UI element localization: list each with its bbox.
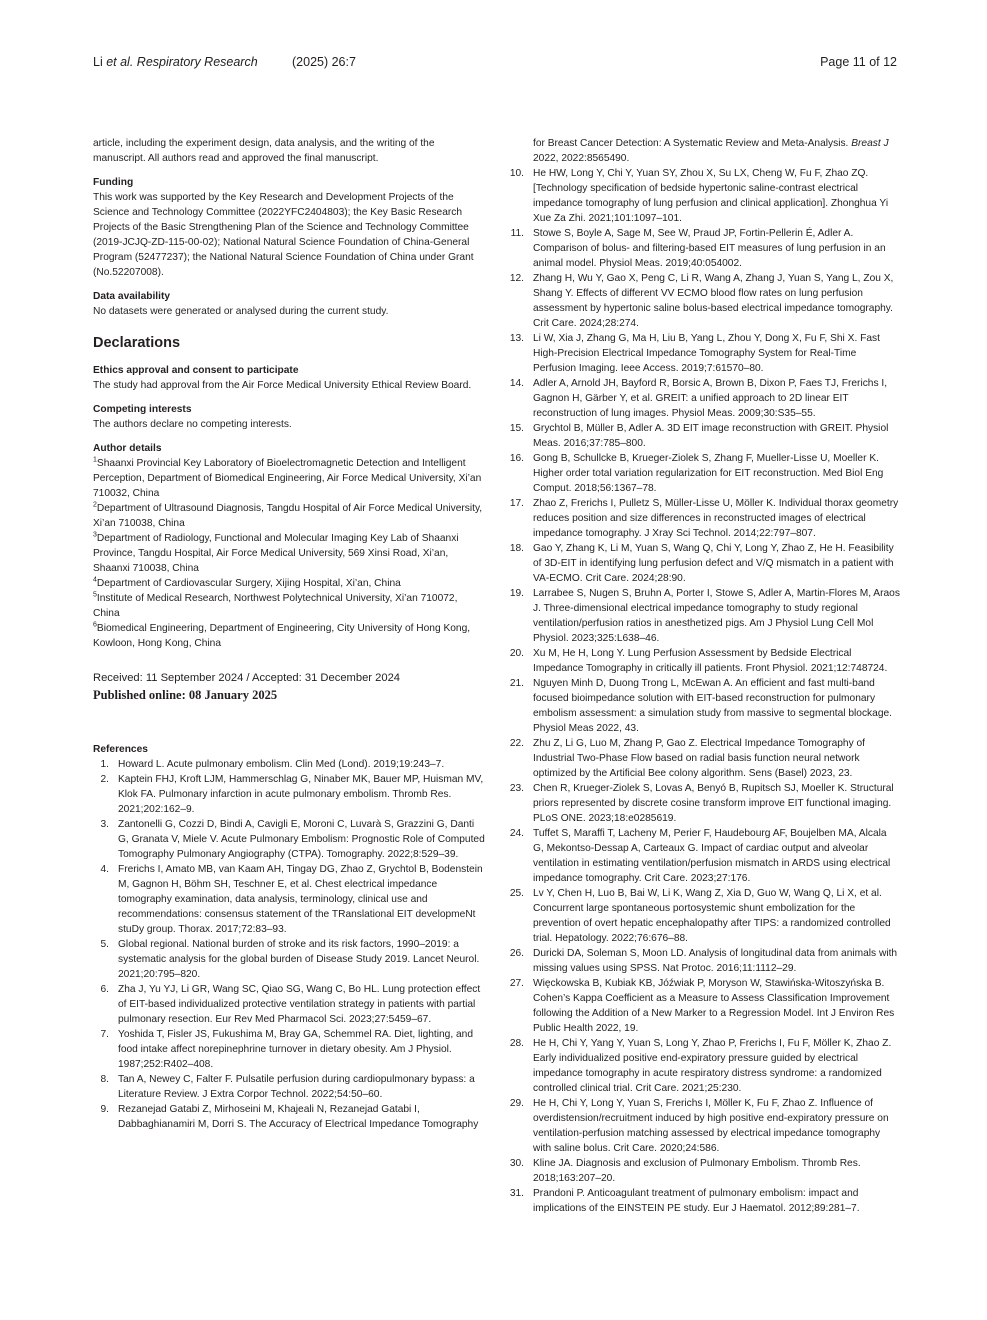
reference-text: Więckowska B, Kubiak KB, Jóźwiak P, Moryson W, Stawińska-Witoszyńska B. Cohen’s Kappa Coefficient as a Measure to Assess Classification Improvement following the Addition of a New Marker to a Regression Model. Int J Environ Res Public Health 2022, 19. <box>533 978 895 1034</box>
reference-text: Lv Y, Chen H, Luo B, Bai W, Li K, Wang Z, Xia D, Guo W, Wang Q, Li X, et al. Concurrent large spontaneous portosystemic shunt embolization for the prevention of overt hepatic encephalopathy after TIPS: a randomized controlled trial. Hepatology. 2022;76:676–88. <box>533 888 891 944</box>
reference-item <box>508 676 900 736</box>
competing-interests-text: The authors declare no competing interests. <box>93 419 292 430</box>
affiliation-number: 6 <box>93 621 97 629</box>
declarations-heading: Declarations <box>93 335 181 351</box>
received-accepted-dates: Received: 11 September 2024 / Accepted: 31 December 2024 <box>93 672 401 684</box>
reference-text: Larrabee S, Nugen S, Bruhn A, Porter I, Stowe S, Adler A, Martin-Flores M, Araos J. Three-dimensional electrical impedance tomography to study regional ventilation/perfusion ratios in anesthetized pigs. Am J Physiol Lung Cell Mol Physiol. 2023;325:L638–46. <box>533 588 900 644</box>
reference-item <box>508 496 900 541</box>
reference-text: Duricki DA, Soleman S, Moon LD. Analysis of longitudinal data from animals with missing values using SPSS. Nat Protoc. 2016;11:1112–29. <box>533 948 898 974</box>
reference-item <box>93 937 485 982</box>
reference-number: 29. <box>509 1098 524 1109</box>
author-details-heading: Author details <box>93 443 162 454</box>
reference-item <box>508 1156 900 1186</box>
reference-text: Yoshida T, Fisler JS, Fukushima M, Bray GA, Schemmel RA. Diet, lighting, and food intake affect norepinephrine turnover in dietary obesity. Am J Physiol. 1987;252:R402–408. <box>118 1029 474 1070</box>
reference-text: Xu M, He H, Long Y. Lung Perfusion Assessment by Bedside Electrical Impedance Tomography in critically ill patients. Front Physiol. 2021;12:748724. <box>533 648 888 674</box>
ethics-heading: Ethics approval and consent to participate <box>93 365 299 376</box>
reference-9-cont-journal: Breast J <box>851 138 889 149</box>
reference-item <box>93 1072 485 1102</box>
funding-heading: Funding <box>93 177 134 188</box>
reference-number: 26. <box>509 948 524 959</box>
affiliation-item <box>93 531 485 576</box>
reference-text: Gao Y, Zhang K, Li M, Yuan S, Wang Q, Chi Y, Long Y, Zhao Z, He H. Feasibility of 3D-EIT in identifying lung perfusion defect and V/Q mismatch in a patient with VA-ECMO. Crit Care. 2024;28:90. <box>533 543 894 584</box>
reference-item <box>508 1096 900 1156</box>
reference-number: 28. <box>509 1038 524 1049</box>
reference-item <box>93 757 485 772</box>
reference-text: He H, Chi Y, Yang Y, Yuan S, Long Y, Zhao P, Frerichs I, Fu F, Möller K, Zhao Z. Early individualized positive end-expiratory pressure guided by electrical impedance tomography in acute respiratory distress syndrome: a randomized controlled clinical trial. Crit Care. 2021;25:230. <box>533 1038 892 1094</box>
reference-text: Zhu Z, Li G, Luo M, Zhang P, Gao Z. Electrical Impedance Tomography of Industrial Two-Phase Flow based on radial basis function neural network optimized by the Artificial Bee colony algorithm. Sens (Basel) 2023, 23. <box>533 738 866 779</box>
header-volume: (2025) 26:7 <box>292 55 356 69</box>
reference-number: 12. <box>509 273 524 284</box>
published-online-date: Published online: 08 January 2025 <box>93 688 278 702</box>
reference-text: He HW, Long Y, Chi Y, Yuan SY, Zhou X, Su LX, Cheng W, Fu F, Zhao ZQ. [Technology specification of bedside hypertonic saline-contrast electrical impedance tomography of lung perfusion and clinical application]. Zhonghua Yi Xue Za Zhi. 2021;101:1097–101. <box>533 168 889 224</box>
reference-list-right <box>508 166 900 1216</box>
affiliation-number: 4 <box>93 576 97 584</box>
affiliation-item <box>93 501 485 531</box>
reference-item <box>508 946 900 976</box>
reference-number: 13. <box>509 333 524 344</box>
reference-item <box>508 166 900 226</box>
reference-number: 24. <box>509 828 524 839</box>
reference-item <box>508 976 900 1036</box>
competing-interests-heading: Competing interests <box>93 404 192 415</box>
reference-number: 14. <box>509 378 524 389</box>
reference-number: 9. <box>100 1104 109 1115</box>
header-page-number: Page 11 of 12 <box>820 55 897 69</box>
reference-item <box>508 421 900 451</box>
reference-number: 22. <box>509 738 524 749</box>
right-column <box>508 136 900 1216</box>
data-availability-heading: Data availability <box>93 291 171 302</box>
ethics-text: The study had approval from the Air Force Medical University Ethical Review Board. <box>93 380 472 391</box>
data-availability-text: No datasets were generated or analysed during the current study. <box>93 306 389 317</box>
affiliation-number: 5 <box>93 591 97 599</box>
affiliation-item <box>93 576 485 591</box>
reference-item <box>508 271 900 331</box>
reference-text: Tan A, Newey C, Falter F. Pulsatile perfusion during cardiopulmonary bypass: a Literature Review. J Extra Corpor Technol. 2022;54:50–60. <box>118 1074 475 1100</box>
reference-text: Tuffet S, Maraffi T, Lacheny M, Perier F, Haudebourg AF, Boujelben MA, Alcala G, Mekontso-Dessap A, Carteaux G. Impact of cardiac output and alveolar ventilation in estimating ventilation/perfusion mismatch in ARDS using electrical impedance tomography. Crit Care. 2023;27:176. <box>533 828 891 884</box>
affiliation-item <box>93 621 485 651</box>
reference-number: 23. <box>509 783 524 794</box>
reference-text: Zhao Z, Frerichs I, Pulletz S, Müller-Lisse U, Möller K. Individual thorax geometry reduces position and size differences in reconstructed images of electrical impedance tomography. J Xray Sci Technol. 2014;22:797–807. <box>533 498 899 539</box>
reference-text: Rezanejad Gatabi Z, Mirhoseini M, Khajeali N, Rezanejad Gatabi I, Dabbaghianamiri M, Dorri S. The Accuracy of Electrical Impedance Tomography <box>118 1104 479 1130</box>
reference-text: Howard L. Acute pulmonary embolism. Clin Med (Lond). 2019;19:243–7. <box>118 759 445 770</box>
reference-text: Zantonelli G, Cozzi D, Bindi A, Cavigli E, Moroni C, Luvarà S, Grazzini G, Danti G, Granata V, Miele V. Acute Pulmonary Embolism: Prognostic Role of Computed Tomography Pulmonary Angiography (CTPA). Tomography. 2022;8:529–39. <box>118 819 485 860</box>
reference-text: Li W, Xia J, Zhang G, Ma H, Liu B, Yang L, Zhou Y, Dong X, Fu F, Shi X. Fast High-Precision Electrical Impedance Tomography System for Real-Time Perfusion Imaging. Ieee Access. 2019;7:61570–80. <box>533 333 880 374</box>
funding-text: This work was supported by the Key Research and Development Projects of the Science and Technology Committee (2022YFC2404803); the Key Basic Research Projects of the Basic Strengthening Plan of the Science and Technology Committee (2019-JCJQ-ZD-115-00-02); National Natural Science Foundation of China-General Program (52477237); the National Natural Science Foundation of China under Grant (No.52207008). <box>93 192 474 278</box>
reference-item <box>93 1102 485 1132</box>
reference-9-cont-b: 2022, 2022:8565490. <box>533 153 630 164</box>
reference-item <box>508 541 900 586</box>
affiliation-item <box>93 591 485 621</box>
reference-text: Zhang H, Wu Y, Gao X, Peng C, Li R, Wang A, Zhang J, Yuan S, Yang L, Zou X, Shang Y. Effects of different VV ECMO blood flow rates on lung perfusion assessment by hypertonic saline bolus-based electrical impedance tomography. Crit Care. 2024;28:274. <box>533 273 894 329</box>
reference-item <box>508 646 900 676</box>
affiliation-text: Institute of Medical Research, Northwest Polytechnical University, Xi’an 710072, China <box>93 593 458 619</box>
header-journal: Respiratory Research <box>133 55 258 69</box>
affiliation-text: Department of Radiology, Functional and Molecular Imaging Key Lab of Shaanxi Province, Tangdu Hospital, Air Force Medical University, 569 Xinsi Road, Xi’an, Shaanxi 710038, China <box>93 533 459 574</box>
reference-9-continued <box>508 136 900 166</box>
reference-number: 11. <box>510 228 524 239</box>
reference-number: 3. <box>100 819 109 830</box>
reference-number: 6. <box>100 984 109 995</box>
reference-item <box>508 1036 900 1096</box>
reference-item <box>508 226 900 271</box>
reference-number: 17. <box>509 498 524 509</box>
affiliation-text: Biomedical Engineering, Department of Engineering, City University of Hong Kong, Kowloon, Hong Kong, China <box>93 623 471 649</box>
reference-text: Adler A, Arnold JH, Bayford R, Borsic A, Brown B, Dixon P, Faes TJ, Frerichs I, Gagnon H, Gärber Y, et al. GREIT: a unified approach to 2D linear EIT reconstruction of lung images. Physiol Meas. 2009;30:S35–55. <box>533 378 888 419</box>
reference-number: 8. <box>100 1074 109 1085</box>
reference-number: 4. <box>100 864 109 875</box>
reference-9-cont-a: for Breast Cancer Detection: A Systematic Review and Meta-Analysis. <box>533 138 852 149</box>
reference-number: 30. <box>509 1158 524 1169</box>
reference-number: 7. <box>100 1029 109 1040</box>
reference-number: 15. <box>509 423 524 434</box>
affiliation-number: 3 <box>93 531 97 539</box>
reference-number: 21. <box>509 678 524 689</box>
running-header <box>93 54 897 70</box>
reference-number: 16. <box>509 453 524 464</box>
left-column <box>93 136 485 1132</box>
header-etal: et al. <box>106 55 134 69</box>
reference-item <box>508 1186 900 1216</box>
reference-number: 10. <box>509 168 524 179</box>
reference-item <box>93 862 485 937</box>
reference-text: Zha J, Yu YJ, Li GR, Wang SC, Qiao SG, Wang C, Bo HL. Lung protection effect of EIT-based individualized protective ventilation strategy in patients with partial pulmonary resection. Eur Rev Med Pharmacol Sci. 2023;27:5459–67. <box>118 984 481 1025</box>
reference-item <box>508 331 900 376</box>
reference-item <box>93 1027 485 1072</box>
reference-text: Chen R, Krueger-Ziolek S, Lovas A, Benyó B, Rupitsch SJ, Moeller K. Structural priors represented by discrete cosine transform improve EIT functional imaging. PLoS ONE. 2023;18:e0285619. <box>533 783 894 824</box>
affiliation-text: Department of Ultrasound Diagnosis, Tangdu Hospital of Air Force Medical University, Xi’an 710038, China <box>93 503 483 529</box>
reference-item <box>508 376 900 421</box>
reference-text: Kaptein FHJ, Kroft LJM, Hammerschlag G, Ninaber MK, Bauer MP, Huisman MV, Klok FA. Pulmonary infarction in acute pulmonary embolism. Thromb Res. 2021;202:162–9. <box>118 774 484 815</box>
reference-item <box>93 817 485 862</box>
affiliation-number: 2 <box>93 501 97 509</box>
reference-text: He H, Chi Y, Long Y, Yuan S, Frerichs I, Möller K, Fu F, Zhao Z. Influence of overdistension/recruitment induced by high positive end-expiratory pressure on ventilation-perfusion matching assessed by electrical impedance tomography with saline bolus. Crit Care. 2020;24:586. <box>533 1098 889 1154</box>
reference-list-left <box>93 757 485 1132</box>
author-contributions-continued: article, including the experiment design, data analysis, and the writing of the manuscript. All authors read and approved the final manuscript. <box>93 138 435 164</box>
reference-text: Prandoni P. Anticoagulant treatment of pulmonary embolism: impact and implications of the EINSTEIN PE study. Eur J Haematol. 2012;89:281–7. <box>533 1188 860 1214</box>
reference-item <box>93 772 485 817</box>
reference-number: 31. <box>509 1188 524 1199</box>
header-authors: Li <box>93 55 107 69</box>
reference-number: 20. <box>509 648 524 659</box>
reference-text: Frerichs I, Amato MB, van Kaam AH, Tingay DG, Zhao Z, Grychtol B, Bodenstein M, Gagnon H, Böhm SH, Teschner E, et al. Chest electrical impedance tomography examination, data analysis, terminology, clinical use and recommendations: consensus statement of the TRanslational EIT developmeNt stuDy group. Thorax. 2017;72:83–93. <box>118 864 483 935</box>
reference-text: Gong B, Schullcke B, Krueger-Ziolek S, Zhang F, Mueller-Lisse U, Moeller K. Higher order total variation regularization for EIT reconstruction. Med Biol Eng Comput. 2018;56:1367–78. <box>533 453 884 494</box>
reference-item <box>93 982 485 1027</box>
reference-number: 2. <box>100 774 109 785</box>
affiliation-list <box>93 456 485 651</box>
reference-text: Grychtol B, Müller B, Adler A. 3D EIT image reconstruction with GREIT. Physiol Meas. 2016;37:785–800. <box>533 423 889 449</box>
reference-item <box>508 736 900 781</box>
affiliation-number: 1 <box>93 456 97 464</box>
affiliation-item <box>93 456 485 501</box>
reference-item <box>508 826 900 886</box>
reference-text: Kline JA. Diagnosis and exclusion of Pulmonary Embolism. Thromb Res. 2018;163:207–20. <box>533 1158 861 1184</box>
reference-item <box>508 586 900 646</box>
reference-number: 19. <box>509 588 524 599</box>
reference-number: 5. <box>100 939 109 950</box>
references-heading: References <box>93 744 148 755</box>
reference-number: 18. <box>509 543 524 554</box>
affiliation-text: Shaanxi Provincial Key Laboratory of Bioelectromagnetic Detection and Intelligent Perception, Department of Biomedical Engineering, Air Force Medical University, Xi’an 710032, China <box>93 458 482 499</box>
reference-number: 27. <box>509 978 524 989</box>
reference-item <box>508 781 900 826</box>
header-citation <box>93 54 258 70</box>
reference-text: Nguyen Minh D, Duong Trong L, McEwan A. An efficient and fast multi-band focused bioimpedance solution with EIT-based reconstruction for pulmonary embolism assessment: a simulation study from massive to segmental blockage. Physiol Meas 2022, 43. <box>533 678 892 734</box>
reference-text: Stowe S, Boyle A, Sage M, See W, Praud JP, Fortin-Pellerin É, Adler A. Comparison of bolus- and filtering-based EIT measures of lung perfusion in an animal model. Physiol Meas. 2019;40:054002. <box>533 228 886 269</box>
reference-number: 25. <box>509 888 524 899</box>
reference-item <box>508 451 900 496</box>
reference-number: 1. <box>100 759 109 770</box>
affiliation-text: Department of Cardiovascular Surgery, Xijing Hospital, Xi’an, China <box>96 578 401 589</box>
reference-text: Global regional. National burden of stroke and its risk factors, 1990–2019: a systematic analysis for the global burden of Disease Study 2019. Lancet Neurol. 2021;20:795–820. <box>118 939 480 980</box>
reference-item <box>508 886 900 946</box>
